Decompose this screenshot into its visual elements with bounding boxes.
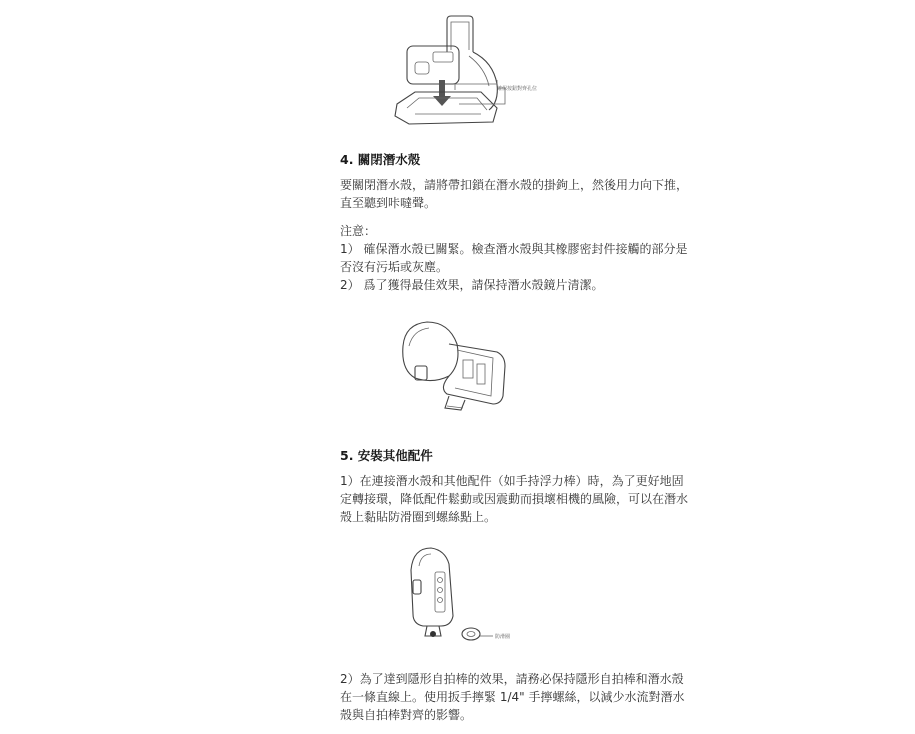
note-label: 注意： [340, 224, 377, 238]
figure-camera-insertion [385, 12, 550, 132]
figure1-callout-label: 確保按鈕對齊孔位 [497, 86, 538, 92]
figure-anti-slip-ring [405, 544, 525, 644]
section-5-para-1: 1）在連接潛水殼和其他配件（如手持浮力棒）時，為了更好地固定轉接環，降低配件鬆動或因震動而損壞相機的風險，可以在潛水殼上黏貼防滑圈到螺絲點上。 [340, 474, 689, 524]
section-4-heading: 4. 關閉潛水殼 [340, 152, 421, 167]
note-item-1: 1） 確保潛水殼已關緊。檢查潛水殼與其橡膠密封件接觸的部分是否沒有污垢或灰塵。 [340, 242, 688, 274]
section-5-para-2: 2）為了達到隱形自拍棒的效果，請務必保持隱形自拍棒和潛水殼在一條直線上。使用扳手擰緊 1/4" 手擰螺絲，以減少水流對潛水殼與自拍棒對齊的影響。 [340, 672, 685, 722]
note-item-2: 2） 爲了獲得最佳效果，請保持潛水殼鏡片清潔。 [340, 278, 604, 292]
section-4-body: 要關閉潛水殼，請將帶扣鎖在潛水殼的掛鉤上，然後用力向下推，直至聽到咔噠聲。 [340, 178, 689, 210]
figure-closed-dive-case [393, 316, 523, 416]
section-5-heading: 5. 安裝其他配件 [340, 448, 433, 463]
figure3-callout-label: 防滑圈 [495, 634, 511, 640]
